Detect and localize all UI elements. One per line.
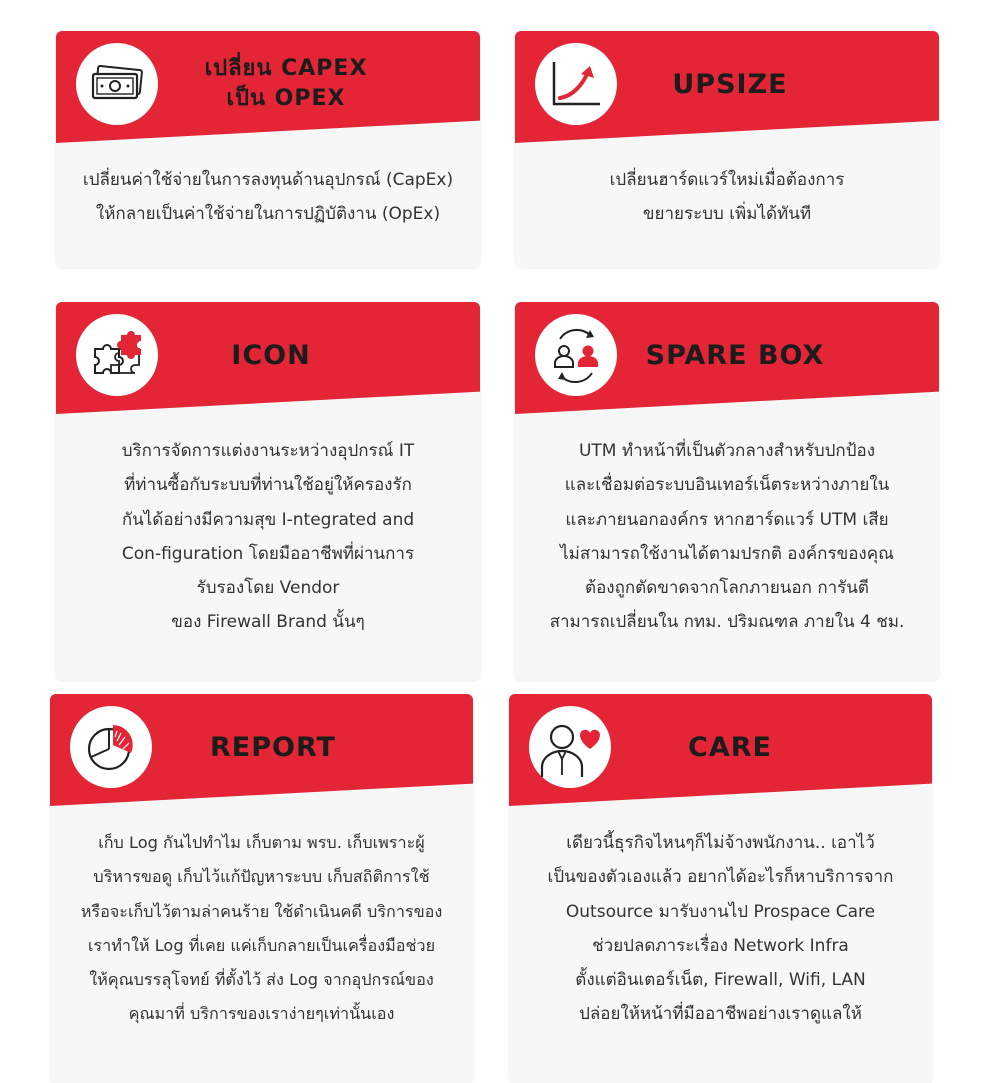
card-body-line: สามารถเปลี่ยนใน กทม. ปริมณฑล ภายใน 4 ชม. [549,612,905,633]
card-body-line: UTM ทำหน้าที่เป็นตัวกลางสำหรับปกป้อง [578,441,876,461]
card-body-line: ต้องถูกตัดขาดจากโลกภายนอก การันตี [585,578,869,599]
card-body-line: เปลี่ยนฮาร์ดแวร์ใหม่เมื่อต้องการ [609,170,845,190]
card-title [166,31,406,137]
card-title-line: เป็น OPEX [226,86,346,111]
card-body [56,163,480,232]
pie-chart-icon [70,706,152,788]
card-body-line: ที่ท่านซื้อกับระบบที่ท่านใช้อยู่ให้ครองรัก [124,475,412,496]
card-body-line: หรือจะเก็บไว้ตามล่าคนร้าย ใช้ดำเนินคดี บริการของ [80,901,443,921]
care-person-heart-icon [529,706,611,788]
card-body-line: ให้คุณบรรลุโจทย์ ที่ตั้งไว้ ส่ง Log จากอุปกรณ์ของ [89,970,434,990]
service-card-icon [56,302,480,680]
card-body [56,434,480,640]
service-card-report [50,694,473,1083]
card-body [515,163,939,232]
card-body-line: เปลี่ยนค่าใช้จ่ายในการลงทุนด้านอุปกรณ์ (CapEx) [82,170,454,190]
card-title: SPARE BOX [645,339,825,371]
card-body-line: คุณมาที่ บริการของเราง่ายๆเท่านั้นเอง [128,1004,395,1024]
service-card-care [509,694,932,1083]
card-body-line: เดียวนี้ธุรกิจไหนๆก็ไม่จ้างพนักงาน.. เอาไว้ [566,833,875,853]
card-body [509,826,932,1032]
card-body-line: ช่วยปลดภาระเรื่อง Network Infra [592,935,849,956]
card-body-line: ไม่สามารถใช้งานได้ตามปรกติ องค์กรของคุณ [560,543,894,564]
card-body-line: ของ Firewall Brand นั้นๆ [171,612,365,633]
card-body-line: ขยายระบบ เพิ่มได้ทันที [642,204,812,225]
card-body-line: ตั้งแต่อินเตอร์เน็ต, Firewall, Wifi, LAN [575,970,866,991]
card-title: REPORT [210,731,336,763]
user-swap-icon [535,314,617,396]
card-body-line: และเชื่อมต่อระบบอินเทอร์เน็ตระหว่างภายใน [564,475,890,496]
service-card-spare-box [515,302,939,680]
card-title: CARE [688,731,772,763]
card-body-line: เป็นของตัวเองแล้ว อยากได้อะไรก็หาบริการจาก [547,867,894,888]
card-title: ICON [231,339,311,371]
growth-chart-icon [535,43,617,125]
card-title: UPSIZE [672,68,788,100]
card-body-line: ปล่อยให้หน้าที่มืออาชีพอย่างเราดูแลให้ [579,1004,862,1025]
card-body [50,826,473,1032]
card-body-line: บริหารขอดู เก็บไว้แก้ปัญหาระบบ เก็บสถิติการใช้ [93,867,430,887]
card-body-line: เราทำให้ Log ที่เคย แค่เก็บกลายเป็นเครื่องมือช่วย [87,935,436,955]
card-body-line: เก็บ Log กันไปทำไม เก็บตาม พรบ. เก็บเพราะผู้ [98,833,425,852]
card-body [515,434,939,640]
card-body-line: กันได้อย่างมีความสุข I-ntegrated and [121,509,415,530]
cash-icon [76,43,158,125]
card-body-line: บริการจัดการแต่งงานระหว่างอุปกรณ์ IT [121,441,415,461]
card-body-line: Outsource มารับงานไป Prospace Care [565,901,876,922]
card-body-line: และภายนอกองค์กร หากฮาร์ดแวร์ UTM เสีย [565,509,889,530]
service-card-upsize [515,31,939,267]
card-title-line: เปลี่ยน CAPEX [204,56,368,81]
puzzle-icon [76,314,158,396]
card-body-line: ให้กลายเป็นค่าใช้จ่ายในการปฏิบัติงาน (OpEx) [95,204,441,225]
service-card-capex [56,31,480,267]
card-body-line: รับรองโดย Vendor [196,578,340,599]
card-body-line: Con-figuration โดยมืออาชีพที่ผ่านการ [121,543,415,564]
